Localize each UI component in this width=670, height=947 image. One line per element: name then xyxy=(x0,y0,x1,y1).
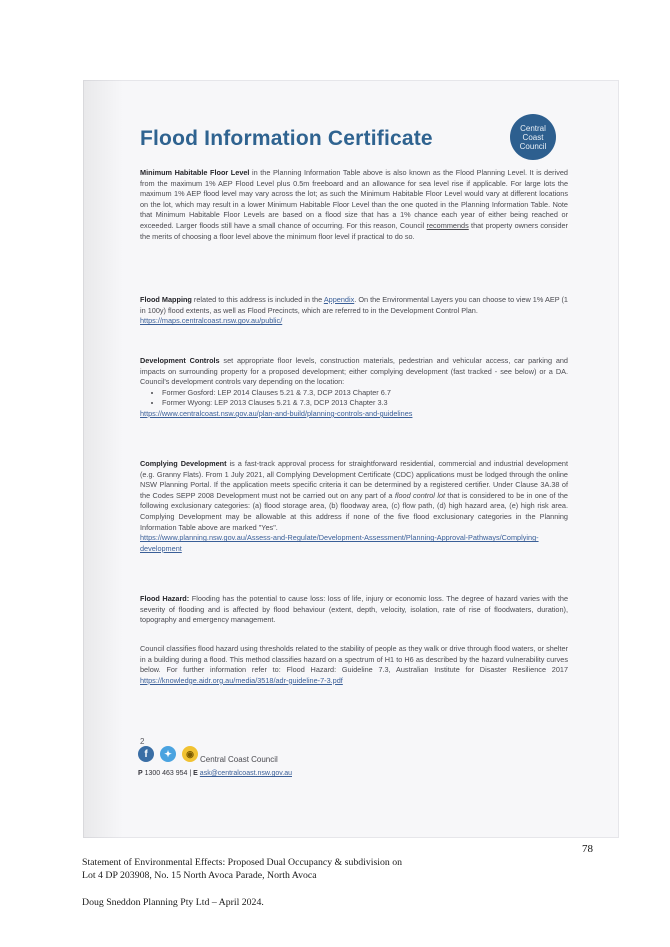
complying-development-link[interactable]: https://www.planning.nsw.gov.au/Assess-and-Regulate/Development-Assessment/Planning-Approval-Pathways/Complying-development xyxy=(140,533,539,553)
paragraph-text: in the Planning Information Table above is also known as the Flood Planning Level. It is derived from the maximum 1% AEP Flood Level plus 0.5m freeboard and an allowance for sea level rise if applicable. For large lots the maximum 1% AEP flood level may vary across the lot; as such the Minimum Habitable Floor Level would vary at different locations on the lot, which may result in a lower Minimum Habitable Floor Level than the one quoted in the Planning Information Table. Note that Minimum Habitable Floor Levels are based on a flood size that has a 1% chance each year of either being reached or exceeded. Larger floods still have a small chance of occurring. For this reason, Council xyxy=(140,168,568,230)
footer-statement xyxy=(82,856,402,882)
council-name: Central Coast Council xyxy=(200,755,278,764)
paragraph-text: Council classifies flood hazard using thresholds related to the stability of people as they walk or drive through flood waters, or shelter in a building during a flood. This method classifies hazard on a spectrum of H1 to H6 as described by the hazard vulnerability curves below. For further information refer to: Flood Hazard: Guideline 7.3, Australian Institute for Disaster Resilience 2017 xyxy=(140,644,568,675)
facebook-icon[interactable]: f xyxy=(138,746,154,762)
social-links xyxy=(138,746,278,762)
recommends-text: recommends xyxy=(426,220,469,230)
footer-line: Statement of Environmental Effects: Proposed Dual Occupancy & subdivision on xyxy=(82,857,403,868)
paragraph-flood-hazard xyxy=(140,594,568,626)
paragraph-lead: Development Controls xyxy=(140,356,220,365)
paragraph-text: that is considered to be in one of the following exclusionary categories: (a) flood storage area, (b) floodway area, (c) flow path, (d) high hazard area, (e) high risk area. Complying Development may be allowable at this address if none of the five flood exclusionary categories in the Planning Information Table above are marked "Yes". xyxy=(140,490,568,532)
phone-label: P xyxy=(138,770,143,777)
logo-line: Coast xyxy=(522,132,544,142)
phone-number: 1300 463 954 xyxy=(144,770,188,777)
paragraph-text: . On the Environmental Layers you can choose to view 1% AEP (1 in 100y) flood extents, as well as Flood Precincts, which are referred to in the Development Control Plan. xyxy=(140,295,568,315)
paragraph-lead: Complying Development xyxy=(140,459,227,468)
appendix-link[interactable]: Appendix xyxy=(323,295,355,304)
contact-details xyxy=(138,770,292,777)
paragraph-lead: Flood Hazard: xyxy=(140,594,190,603)
council-logo xyxy=(510,114,556,160)
paragraph-complying-development xyxy=(140,459,568,554)
list-item: • Former Wyong: LEP 2013 Clauses 5.21 & 7.3, DCP 2013 Chapter 3.3 xyxy=(162,398,568,409)
aidr-guideline-link[interactable]: https://knowledge.aidr.org.au/media/3518/adr-guideline-7-3.pdf xyxy=(140,675,343,685)
logo-line: Central xyxy=(520,123,546,133)
paragraph-flood-mapping xyxy=(140,295,568,327)
list-item: • Former Gosford: LEP 2014 Clauses 5.21 & 7.3, DCP 2013 Chapter 6.7 xyxy=(162,388,568,399)
email-label: E xyxy=(193,770,198,777)
planning-controls-link[interactable]: https://www.centralcoast.nsw.gov.au/plan-and-build/planning-controls-and-guidelines xyxy=(140,408,413,418)
paragraph-text: is a fast-track approval process for straightforward residential, commercial and industrial development (e.g. Granny Flats). From 1 July 2021, all Complying Development Certificate (CDC) applications must be lodged through the online NSW Planning Portal. If the application meets specific criteria it can be determined by a registered certifier. Under Clause 3A.38 of the Codes SEPP 2008 Development must not be carried out on any part of a xyxy=(140,459,568,500)
document-title: Flood Information Certificate xyxy=(140,127,433,150)
paragraph-min-floor-level xyxy=(140,168,568,242)
paragraph-lead: Flood Mapping xyxy=(140,295,192,304)
logo-line: Council xyxy=(519,141,547,151)
scan-edge-shadow xyxy=(83,80,123,838)
instagram-icon[interactable]: ◉ xyxy=(182,746,198,762)
page-number: 78 xyxy=(582,843,593,855)
flood-control-lot-text: flood control lot xyxy=(394,490,446,500)
inner-page-number: 2 xyxy=(140,737,145,746)
footer-line: Lot 4 DP 203908, No. 15 North Avoca Parade, North Avoca xyxy=(82,870,317,881)
paragraph-hazard-classification xyxy=(140,644,568,686)
maps-link[interactable]: https://maps.centralcoast.nsw.gov.au/public/ xyxy=(140,316,283,326)
footer-author: Doug Sneddon Planning Pty Ltd – April 2024. xyxy=(82,897,264,908)
paragraph-development-controls xyxy=(140,356,568,420)
twitter-icon[interactable]: ✦ xyxy=(160,746,176,762)
paragraph-text: set appropriate floor levels, construction materials, pedestrian and vehicular access, car parking and impacts on surrounding property for a proposed development; either complying development (fast tracked - see below) or a DA. Council's development controls vary depending on the location: xyxy=(140,356,568,387)
separator: | xyxy=(187,770,194,777)
paragraph-text: related to this address is included in the xyxy=(191,295,324,304)
paragraph-lead: Minimum Habitable Floor Level xyxy=(140,168,250,177)
email-link[interactable]: ask@centralcoast.nsw.gov.au xyxy=(199,770,292,777)
paragraph-text: Flooding has the potential to cause loss: loss of life, injury or economic loss. The degree of hazard varies with the severity of flooding and is affected by flood behaviour (extent, depth, velocity, isolation, rate of rise of floodwaters, duration), topography and emergency management. xyxy=(140,594,568,625)
paragraph-text: that property owners consider the merits of choosing a floor level above the minimum floor level if practical to do so. xyxy=(140,220,568,241)
